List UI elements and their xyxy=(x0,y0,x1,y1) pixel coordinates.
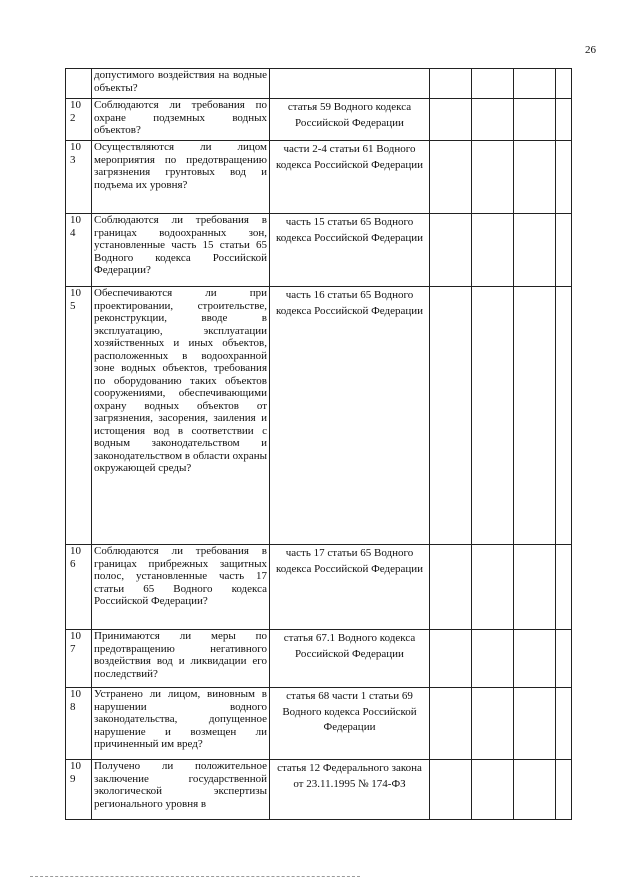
question-cell: допустимого воздействия на водные объекты? xyxy=(92,69,270,99)
question-cell: Осуществляются ли лицом мероприятия по предотвращению загрязнения грунтовых вод и подъема их уровня? xyxy=(92,141,270,214)
question-cell: Соблюдаются ли требования в границах водоохранных зон, установленные часть 15 статьи 65 Водного кодекса Российской Федерации? xyxy=(92,214,270,287)
notes-cell xyxy=(556,760,572,820)
reference-cell: часть 16 статьи 65 Водного кодекса Российской Федерации xyxy=(270,287,430,545)
answer-yes-cell xyxy=(430,688,472,760)
question-cell: Соблюдаются ли требования по охране подземных водных объектов? xyxy=(92,99,270,141)
question-cell: Получено ли положительное заключение государственной экологической экспертизы регионального уровня в xyxy=(92,760,270,820)
row-number: 10 4 xyxy=(70,214,81,239)
reference-cell: часть 15 статьи 65 Водного кодекса Российской Федерации xyxy=(270,214,430,287)
notes-cell xyxy=(556,545,572,630)
question-cell: Принимаются ли меры по предотвращению негативного воздействия вод и ликвидации его последствий? xyxy=(92,630,270,688)
reference-cell: части 2-4 статьи 61 Водного кодекса Российской Федерации xyxy=(270,141,430,214)
table-row xyxy=(66,760,572,820)
answer-yes-cell xyxy=(430,287,472,545)
answer-no-cell xyxy=(472,760,514,820)
answer-yes-cell xyxy=(430,141,472,214)
answer-no-cell xyxy=(472,214,514,287)
row-number-cell xyxy=(66,760,92,820)
row-number: 10 9 xyxy=(70,760,81,785)
row-number: 10 6 xyxy=(70,545,81,570)
answer-yes-cell xyxy=(430,99,472,141)
inspection-checklist-table xyxy=(65,68,572,820)
table-row xyxy=(66,69,572,99)
answer-na-cell xyxy=(514,69,556,99)
row-number: 10 5 xyxy=(70,287,81,312)
answer-yes-cell xyxy=(430,214,472,287)
answer-no-cell xyxy=(472,69,514,99)
answer-yes-cell xyxy=(430,69,472,99)
answer-yes-cell xyxy=(430,630,472,688)
answer-yes-cell xyxy=(430,545,472,630)
row-number-cell xyxy=(66,214,92,287)
table-row xyxy=(66,630,572,688)
row-number: 10 3 xyxy=(70,141,81,166)
answer-yes-cell xyxy=(430,760,472,820)
table-row xyxy=(66,688,572,760)
answer-no-cell xyxy=(472,287,514,545)
answer-na-cell xyxy=(514,141,556,214)
table-row xyxy=(66,214,572,287)
reference-cell: статья 67.1 Водного кодекса Российской Федерации xyxy=(270,630,430,688)
answer-na-cell xyxy=(514,545,556,630)
row-number-cell xyxy=(66,141,92,214)
answer-no-cell xyxy=(472,630,514,688)
reference-cell xyxy=(270,69,430,99)
notes-cell xyxy=(556,630,572,688)
answer-na-cell xyxy=(514,760,556,820)
question-cell: Обеспечиваются ли при проектировании, строительстве, реконструкции, вводе в эксплуатацию, эксплуатации хозяйственных и иных объектов, расположенных в водоохранной зоне водных объектов, требования по оборудованию таких объектов сооружениями, обеспечивающими охрану водных объектов от загрязнения, засорения, заиления и истощения вод в соответствии с водным законодательством и законодательством в области охраны окружающей среды? xyxy=(92,287,270,545)
row-number: 10 8 xyxy=(70,688,81,713)
row-number-cell xyxy=(66,69,92,99)
notes-cell xyxy=(556,141,572,214)
reference-cell: статья 12 Федерального закона от 23.11.1995 № 174-ФЗ xyxy=(270,760,430,820)
row-number-cell xyxy=(66,545,92,630)
row-number-cell xyxy=(66,287,92,545)
question-cell: Устранено ли лицом, виновным в нарушении водного законодательства, допущенное нарушение и возмещен ли причиненный им вред? xyxy=(92,688,270,760)
notes-cell xyxy=(556,214,572,287)
answer-na-cell xyxy=(514,630,556,688)
notes-cell xyxy=(556,287,572,545)
page-number: 26 xyxy=(585,44,596,56)
row-number: 10 7 xyxy=(70,630,81,655)
table-row xyxy=(66,287,572,545)
question-cell: Соблюдаются ли требования в границах прибрежных защитных полос, установленные часть 17 статьи 65 Водного кодекса Российской Федерации? xyxy=(92,545,270,630)
table-row xyxy=(66,141,572,214)
scan-edge-line xyxy=(30,876,360,877)
answer-na-cell xyxy=(514,287,556,545)
table-row xyxy=(66,545,572,630)
notes-cell xyxy=(556,69,572,99)
row-number-cell xyxy=(66,688,92,760)
answer-na-cell xyxy=(514,99,556,141)
reference-cell: статья 68 части 1 статьи 69 Водного кодекса Российской Федерации xyxy=(270,688,430,760)
answer-no-cell xyxy=(472,545,514,630)
row-number-cell xyxy=(66,630,92,688)
reference-cell: часть 17 статьи 65 Водного кодекса Российской Федерации xyxy=(270,545,430,630)
answer-na-cell xyxy=(514,214,556,287)
answer-no-cell xyxy=(472,688,514,760)
notes-cell xyxy=(556,688,572,760)
answer-na-cell xyxy=(514,688,556,760)
row-number: 10 2 xyxy=(70,99,81,124)
notes-cell xyxy=(556,99,572,141)
reference-cell: статья 59 Водного кодекса Российской Федерации xyxy=(270,99,430,141)
answer-no-cell xyxy=(472,99,514,141)
row-number-cell xyxy=(66,99,92,141)
table-row xyxy=(66,99,572,141)
answer-no-cell xyxy=(472,141,514,214)
